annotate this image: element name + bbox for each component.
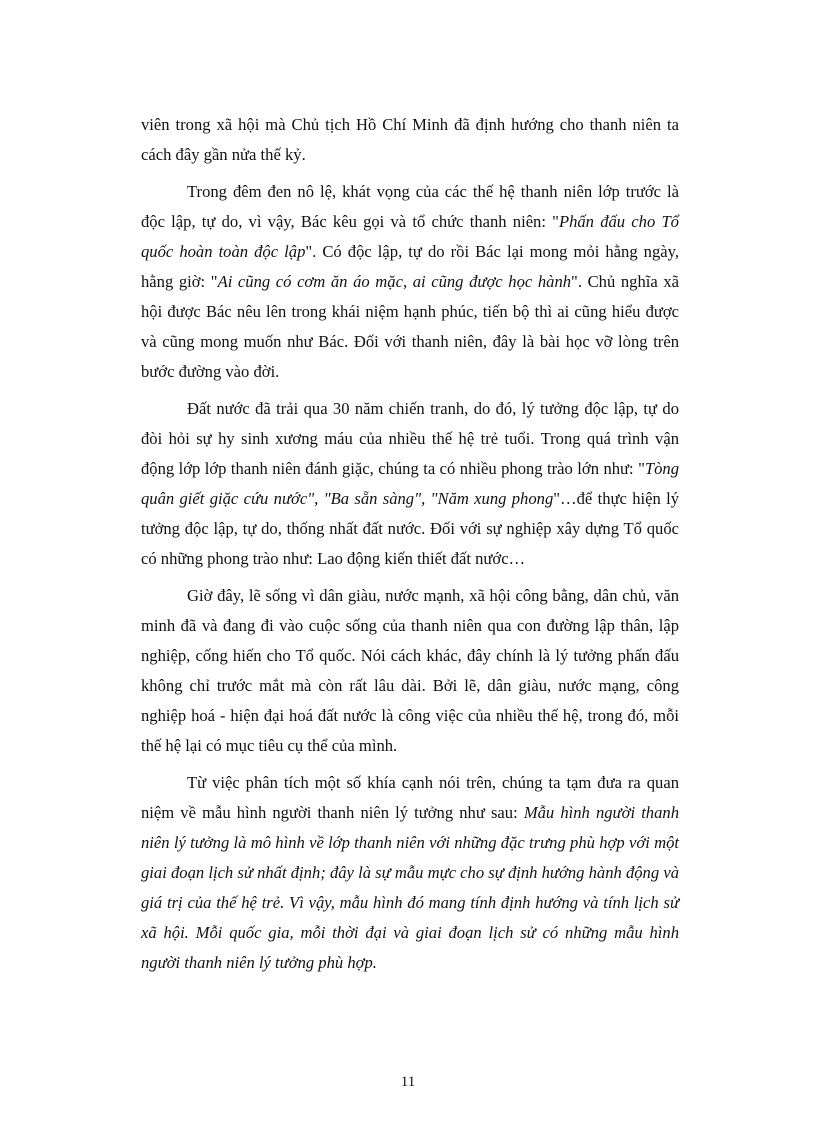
text-run: viên trong xã hội mà Chủ tịch Hồ Chí Minh đã định hướng cho thanh niên ta cách đây gần nửa thế kỷ. [141, 115, 679, 164]
text-run: Trong đêm đen nô lệ, khát vọng của các thế hệ thanh niên lớp trước là độc lập, tự do, vì vậy, Bác kêu gọi và tổ chức thanh niên: " [141, 182, 679, 231]
text-run: Giờ đây, lẽ sống vì dân giàu, nước mạnh, xã hội công bằng, dân chủ, văn minh đã và đang đi vào cuộc sống của thanh niên qua con đường lập thân, lập nghiệp, cống hiến cho Tổ quốc. Nói cách khác, đây chính là lý tưởng phấn đấu không chỉ trước mắt mà còn rất lâu dài. Bởi lẽ, dân giàu, nước mạng, công nghiệp hoá - hiện đại hoá đất nước là công việc của nhiều thế hệ, trong đó, mỗi thế hệ lại có mục tiêu cụ thể của mình. [141, 586, 679, 755]
page-number: 11 [400, 1074, 416, 1090]
text-run: ". Chủ nghĩa xã hội được Bác nêu lên trong khái niệm hạnh phúc, tiến bộ thì ai cũng hiểu được và cũng mong muốn như Bác. Đối với thanh niên, đây là bài học vỡ lòng trên bước đường vào đời. [141, 272, 679, 381]
page-body [141, 110, 679, 985]
paragraph-5 [141, 768, 679, 978]
quote-run: Ai cũng có cơm ăn áo mặc, ai cũng được học hành [217, 272, 572, 291]
paragraph-4 [141, 581, 679, 761]
paragraph-1 [141, 110, 679, 170]
text-run: Từ việc phân tích một số khía cạnh nói trên, chúng ta tạm đưa ra quan niệm về mẫu hình người thanh niên lý tưởng như sau: [141, 773, 679, 822]
definition-run: Mẫu hình người thanh niên lý tưởng là mô hình về lớp thanh niên với những đặc trưng phù hợp với một giai đoạn lịch sử nhất định; đây là sự mẫu mực cho sự định hướng hành động và giá trị của thế hệ trẻ. Vì vậy, mẫu hình đó mang tính định hướng và tính lịch sử xã hội. Mỗi quốc gia, mỗi thời đại và giai đoạn lịch sử có những mẫu hình người thanh niên lý tưởng phù hợp. [141, 803, 679, 972]
text-run: ". Có độc lập, tự do rồi Bác lại mong mỏi hằng ngày, hằng giờ: " [141, 242, 680, 291]
text-run: "…để thực hiện lý tưởng độc lập, tự do, thống nhất đất nước. Đối với sự nghiệp xây dựng Tổ quốc có những phong trào như: Lao động kiến thiết đất nước… [141, 489, 679, 568]
text-run: Đất nước đã trải qua 30 năm chiến tranh, do đó, lý tưởng độc lập, tự do đòi hỏi sự hy sinh xương máu của nhiều thế hệ trẻ tuổi. Trong quá trình vận động lớp lớp thanh niên đánh giặc, chúng ta có nhiều phong trào lớn như: " [141, 399, 679, 478]
paragraph-3 [141, 394, 679, 574]
quote-run: Phấn đấu cho Tổ quốc hoàn toàn độc lập [141, 212, 679, 261]
paragraph-2 [141, 177, 679, 387]
quote-run: Tòng quân giết giặc cứu nước", "Ba sẵn sàng", "Năm xung phong [141, 459, 679, 508]
